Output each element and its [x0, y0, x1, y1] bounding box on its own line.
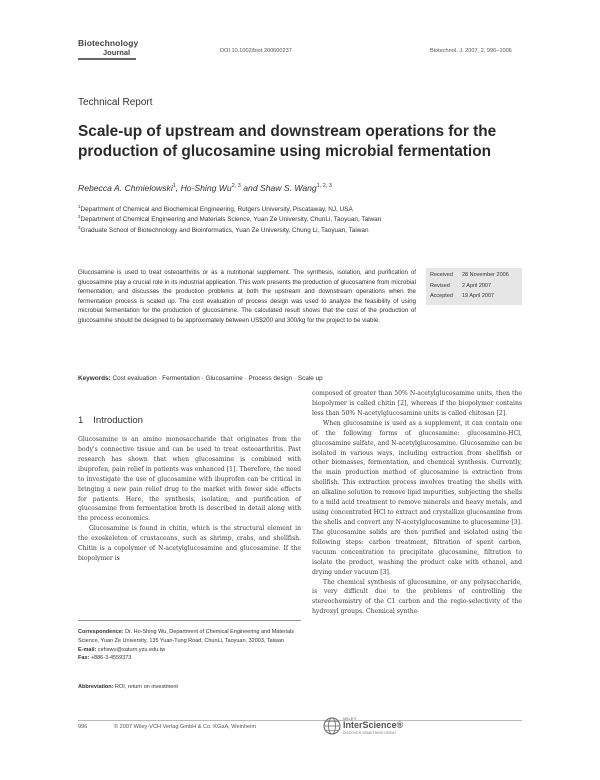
affiliation-1-text: Department of Chemical and Biochemical Engineering, Rutgers University, Piscataway, NJ, USA [80, 206, 353, 214]
publisher-logo [323, 715, 419, 739]
section-heading [78, 415, 143, 426]
author-1-sup: 1 [172, 183, 176, 190]
journal-name-sub: Journal [103, 48, 131, 57]
abbreviation-text: ROI, return on investment [114, 684, 178, 690]
title-line-1: Scale-up of upstream and downstream operations for the [78, 123, 497, 140]
date-received-value: 28 November 2006 [462, 272, 509, 278]
author-and: and [243, 183, 258, 193]
affiliation-2 [78, 214, 381, 223]
affiliation-1-num: 1 [78, 204, 81, 209]
author-2: Ho-Shing Wu [180, 183, 232, 193]
publisher-tagline: DISCOVER SOMETHING GREAT [343, 731, 397, 735]
publisher-name: InterScience® [343, 720, 404, 730]
page-number: 996 [78, 724, 88, 730]
date-received-label: Received [430, 272, 453, 278]
affiliation-3-num: 3 [78, 225, 81, 230]
keywords-label: Keywords: [78, 375, 111, 382]
date-received [430, 270, 518, 281]
intro-paragraph-1: Glucosamine is an amino monosaccharide that originates from the body's connective tissue and can be used to treat osteoarthritis. Past research has shown that when glucosamine is combined with ibuprofen, pain relief in patients was enhanced [1]. Therefore, the need to investigate the use of glucosamine with ibuprofen can be critical in bringing a new pain relief drug to the market with fewer side effects for patients. Here, the synthesis, isolation, and purification of glucosamine from fermentation broth is described in detail along with the process economics. [78, 436, 301, 523]
date-accepted-label: Accepted [430, 293, 453, 299]
intro-paragraph-4: When glucosamine is used as a supplement, it can contain one of the following forms of glucosamine: glucosamine-HCl, glucosamine sulfate, and N-acetylglucosamine. Glucosamine can be isolated in various ways, including extraction from shellfish or other biomasses, fermentation, and chemical synthesis. Currently, the main production method of glucosamine is extraction from shellfish. This extraction process involves treating the shells with an alkaline solution to remove lipid impurities, subjecting the shells to a mild acid treatment to remove minerals and heavy metals, and using concentrated HCl to extract and crystallize glucosamine from the shells and convert any N-acetylglucosamine to glucosamine [3]. The glucosamine solids are then purified and isolated using the following steps: carbon treatment, filtration of spent carbon, vacuum concentration to precipitate glucosamine, filtration to isolate the product, washing the product cake with ethanol, and drying under vacuum [3]. [312, 419, 522, 576]
correspondence-fax [78, 654, 301, 663]
keywords-text: Cost evaluation · Fermentation · Glucosamine · Process design · Scale up [112, 375, 323, 382]
correspondence-label: Correspondence: [78, 629, 124, 635]
date-revised [430, 281, 518, 292]
authors [78, 183, 332, 193]
footer-rule [78, 720, 522, 721]
keywords [78, 375, 323, 382]
author-1: Rebecca A. Chmielowski [78, 183, 173, 193]
author-2-sup: 2, 3 [231, 183, 241, 190]
copyright: © 2007 Wiley-VCH Verlag GmbH & Co. KGaA, Weinheim [114, 724, 257, 730]
header-rule [78, 58, 136, 60]
title-line-2: production of glucosamine using microbial fermentation [78, 143, 492, 160]
date-revised-value: 2 April 2007 [462, 282, 492, 289]
correspondence-email [78, 646, 301, 655]
author-3-sup: 1, 2, 3 [316, 183, 332, 190]
author-3: Shaw S. Wang [260, 183, 317, 193]
affiliation-2-num: 2 [78, 214, 81, 219]
affiliation-2-text: Department of Chemical Engineering and Materials Science, Yuan Ze University, ChunLi, Taoyuan, Taiwan [80, 216, 382, 224]
correspondence-address [78, 628, 301, 646]
left-column [78, 435, 301, 564]
fax-label: Fax: [78, 655, 90, 662]
affiliation-1 [78, 204, 353, 213]
correspondence [78, 628, 301, 663]
globe-icon [323, 716, 341, 736]
abbreviation [78, 684, 301, 690]
email-label: E-mail: [78, 646, 97, 653]
article-type: Technical Report [78, 97, 153, 108]
citation: Biotechnol. J. 2007, 2, 996–1006 [430, 48, 512, 54]
abbreviation-label: Abbreviation: [78, 684, 114, 690]
date-accepted-value: 19 April 2007 [462, 293, 495, 299]
date-revised-label: Revised [430, 282, 450, 289]
journal-name: Biotechnology [78, 38, 139, 48]
correspondence-rule [78, 620, 301, 621]
affiliation-3 [78, 225, 369, 234]
publisher-small: WILEY [343, 716, 357, 721]
author-sep: , [175, 183, 181, 193]
section-number: 1 [78, 415, 84, 426]
article-title [78, 122, 548, 162]
correspondence-text: Dr. Ho-Shing Wu, Department of Chemical Engineering and Materials Science, Yuan Ze University, 135 Yuan-Tung Road, ChunLi, Taoyuan, 32003, Taiwan [78, 629, 295, 644]
affiliation-3-text: Graduate School of Biotechnology and Bioinformatics, Yuan Ze University, Chung Li, Taoyuan, Taiwan [80, 227, 369, 235]
section-title: Introduction [93, 415, 143, 426]
intro-paragraph-5: The chemical synthesis of glucosamine, or any polysaccharide, is very difficult due to the problems of controlling the stereochemistry of the C1 carbon and the regio-selectivity of the hydroxyl groups. Chemical synthe- [312, 578, 522, 616]
intro-paragraph-3: composed of greater than 50% N-acetylglucosamine units, then the biopolymer is called chitin [2], whereas if the biopolymer contains less than 50% N-acetylglucosamine units is called chitosan [2]. [312, 390, 522, 417]
right-column [312, 389, 522, 617]
dates-box [426, 268, 522, 305]
email-value: cehswu@saturn.yzu.edu.tw [97, 646, 166, 653]
fax-value: +886-3-4559373 [90, 655, 132, 662]
date-accepted [430, 291, 518, 302]
abstract: Glucosamine is used to treat osteoarthritis or as a nutritional supplement. The synthesis, isolation, and purification of glucosamine play a crucial role in its industrial application. This work presents the production of glucosamine from microbial fermentation, and discusses the production problems at both the upstream and downstream operations when the fermentation process is scaled up. The cost evaluation of process design was used to analyze the feasibility of using microbial fermentation for the production of glucosamine. The calculated result shows that the cost of the production of glucosamine should be designed to be approximately between US$200 and 300/kg for the project to be viable. [78, 269, 416, 324]
intro-paragraph-2: Glucosamine is found in chitin, which is the structural element in the exoskeleton of crustaceans, such as shrimp, crabs, and shellfish. Chitin is a copolymer of N-acetylglucosamine and glucosamine. If the biopolymer is [78, 525, 301, 563]
doi: DOI 10.1002/biot.200600237 [220, 48, 292, 54]
